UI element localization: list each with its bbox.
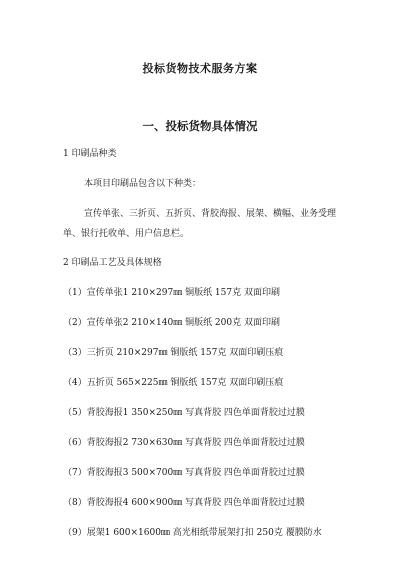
subheading-specs: 2 印刷品工艺及具体规格 — [63, 258, 162, 268]
spec-item: （3）三折页 210×297㎜ 铜版纸 157克 双面印刷压痕 — [63, 348, 284, 358]
section-heading: 一、投标货物具体情况 — [142, 119, 258, 133]
spec-item: （8）背胶海报4 600×900㎜ 写真背胶 四色单面背胶过过膜 — [63, 498, 305, 508]
spec-item: （9）展架1 600×1600㎜ 高光相纸带展架打扣 250克 覆膜防水 — [63, 528, 322, 538]
spec-item: （2）宣传单张2 210×140㎜ 铜版纸 200克 双面印刷 — [63, 318, 280, 328]
spec-item: （6）背胶海报2 730×630㎜ 写真背胶 四色单面背胶过过膜 — [63, 438, 305, 448]
spec-item: （7）背胶海报3 500×700㎜ 写真背胶 四色单面背胶过过膜 — [63, 468, 305, 478]
document-title: 投标货物技术服务方案 — [142, 62, 258, 75]
types-line-1: 宣传单张、三折页、五折页、背胶海报、展架、横幅、业务受理 — [84, 209, 337, 219]
intro-paragraph: 本项目印刷品包含以下种类： — [84, 179, 202, 189]
spec-item: （1）宣传单张1 210×297㎜ 铜版纸 157克 双面印刷 — [63, 288, 280, 298]
types-line-2: 单、银行托收单、用户信息栏。 — [63, 229, 190, 239]
spec-item: （5）背胶海报1 350×250㎜ 写真背胶 四色单面背胶过过膜 — [63, 408, 305, 418]
spec-item: （4）五折页 565×225㎜ 铜版纸 157克 双面印刷压痕 — [63, 378, 284, 388]
subheading-print-types: 1 印刷品种类 — [63, 149, 117, 159]
